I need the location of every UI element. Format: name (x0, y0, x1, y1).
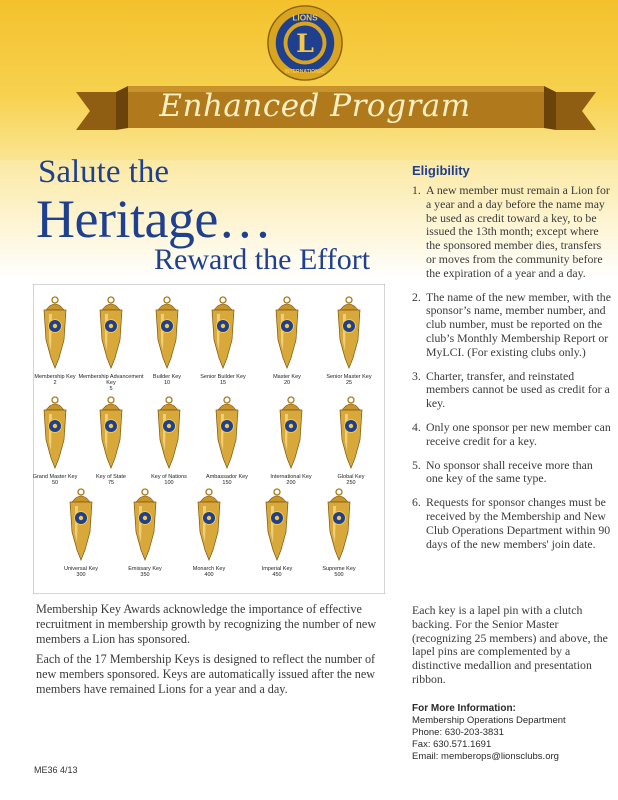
eligibility-item-6: 6. Requests for sponsor changes must be received by the Membership and New Club Operations Department within 90 days of the new members' join date. (412, 495, 611, 551)
eligibility-item-5: 5. No sponsor shall receive more than one key of the same type. (412, 457, 593, 486)
key-count-label: 50 (51, 480, 59, 486)
body-paragraph-1: Membership Key Awards acknowledge the importance of effective recruitment in membership growth by recognizing the number of new members a Lion has sponsored. (36, 602, 377, 646)
eligibility-item-3: 3. Charter, transfer, and reinstated members cannot be used as credit for a key. (412, 368, 610, 411)
eligibility-item-1: 1. A new member must remain a Lion for a year and a day before the name may be used as credit toward a key, to be issued the 13th month; except where the sponsored member dies, transfers or moves from the community before the expiration of a year and a day. (412, 183, 610, 280)
contact-department: Membership Operations Department (412, 715, 566, 726)
key-count-label: 15 (219, 380, 227, 386)
key-name-label: Supreme Key (322, 566, 356, 572)
key-count-label: 200 (286, 480, 296, 486)
key-count-label: 20 (283, 380, 291, 386)
key-name-label: Global Key (337, 474, 365, 480)
key-name-label: Emissary Key (128, 566, 162, 572)
key-name-label: Universal Key (64, 566, 98, 572)
ribbon-title: Enhanced Program (159, 88, 471, 124)
membership-keys-illustration (33, 284, 385, 594)
eligibility-list (412, 184, 612, 561)
key-count-label: 250 (346, 480, 356, 486)
key-count-label: 300 (76, 572, 86, 578)
key-count-label: 500 (334, 572, 344, 578)
key-name-label: Imperial Key (261, 566, 293, 572)
logo-letter: L (296, 27, 314, 58)
key-count-label: 100 (164, 480, 174, 486)
key-name-label: International Key (270, 474, 312, 480)
key-name-label: Key of Nations (151, 474, 187, 480)
contact-info (412, 703, 612, 763)
contact-fax: Fax: 630.571.1691 (412, 739, 492, 750)
lapel-pin-note: Each key is a lapel pin with a clutch backing. For the Senior Master (recognizing 25 members) and above, the lapel pins are complemented by a distinctive medallion and presentation ribbon. (412, 603, 608, 686)
key-name-label: Key of State (96, 474, 126, 480)
headline-line-1: Salute the (38, 154, 170, 190)
key-name-label: Membership Advancement (78, 374, 144, 380)
contact-phone: Phone: 630-203-3831 (412, 727, 504, 738)
key-count-label: 10 (163, 380, 171, 386)
key-name-label: Ambassador Key (206, 474, 248, 480)
eligibility-item-4: 4. Only one sponsor per new member can receive credit for a key. (412, 419, 611, 448)
contact-title: For More Information: (412, 703, 516, 714)
headline-line-2: Heritage… (36, 189, 272, 249)
headline-line-3: Reward the Effort (154, 243, 371, 276)
eligibility-item-2: 2. The name of the new member, with the sponsor’s name, member number, and club number, must be reported on the club’s Monthly Membership Report or MyLCI. (For existing clubs only.) (412, 289, 611, 359)
key-count-label: 25 (345, 380, 353, 386)
lions-logo (266, 4, 344, 82)
key-name-label: Monarch Key (192, 566, 226, 572)
key-name-label: Builder Key (152, 374, 182, 380)
key-count-label: 150 (222, 480, 232, 486)
key-name-label: Grand Master Key (33, 474, 78, 480)
key-count-label: 75 (107, 480, 115, 486)
key-name-label: Master Key (273, 374, 301, 380)
contact-email[interactable]: Email: memberops@lionsclubs.org (412, 751, 559, 762)
key-count-label: 2 (53, 380, 57, 386)
eligibility-title: Eligibility (412, 163, 470, 178)
logo-bottom-text: INTERNATIONAL (284, 69, 326, 76)
key-count-label: 400 (204, 572, 214, 578)
key-name-label-line2: Key (106, 380, 116, 386)
document-code: ME36 4/13 (34, 765, 78, 775)
key-name-label: Membership Key (34, 374, 76, 380)
body-paragraph-2: Each of the 17 Membership Keys is designed to reflect the number of new members sponsored. Keys are automatically issued after the new members have remained Lions for a year and a day. (36, 652, 376, 696)
logo-top-text: LIONS (292, 13, 318, 23)
key-name-label: Senior Builder Key (200, 374, 246, 380)
key-count-label: 350 (140, 572, 150, 578)
key-name-label: Senior Master Key (326, 374, 372, 380)
key-count-label: 450 (272, 572, 282, 578)
key-count-label: 5 (109, 386, 113, 392)
